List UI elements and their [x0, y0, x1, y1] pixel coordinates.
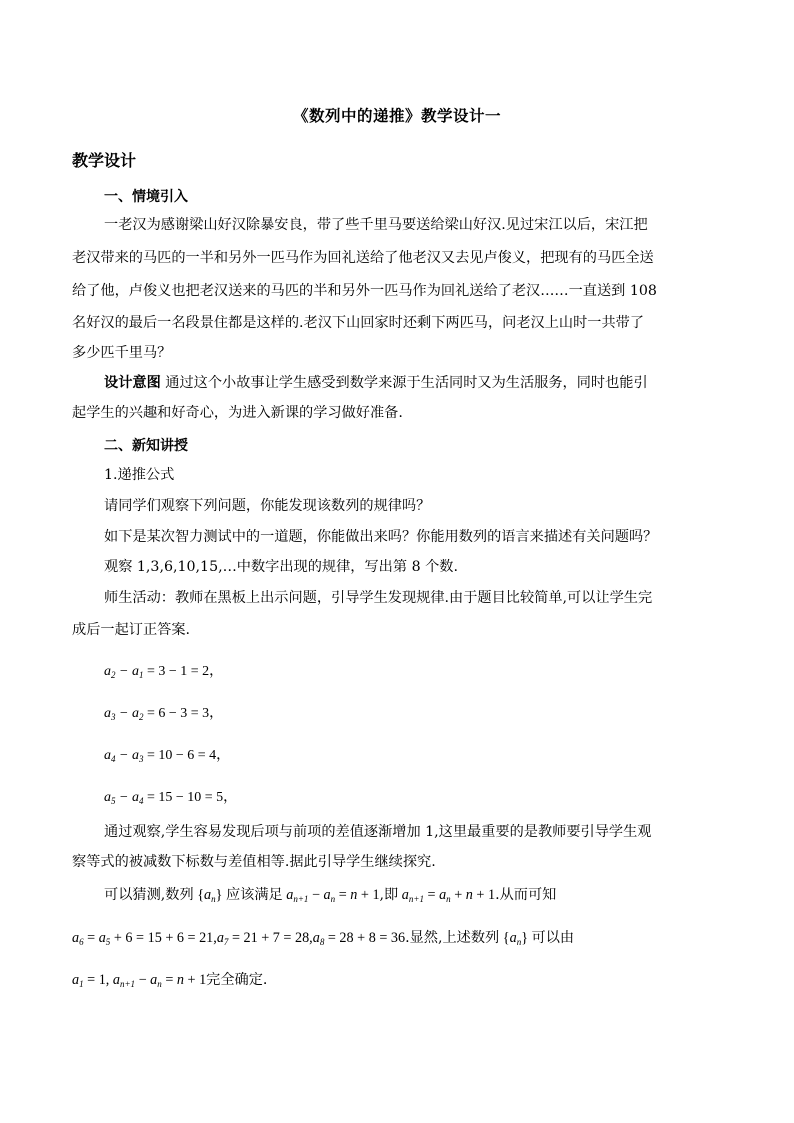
section-heading: 教学设计 [72, 151, 137, 170]
equation-2: $a_3 - a_2 = 6 - 3 = 3$， [104, 706, 224, 722]
question-line: 请同学们观察下列问题，你能发现该数列的规律吗？ [104, 498, 431, 514]
observation-line: 通过观察,学生容易发现后项与前项的差值逐渐增加 1,这里最重要的是教师要引导学生观 [104, 824, 652, 840]
observation-line: 察等式的被减数下标数与差值相等.据此引导学生继续探究. [72, 854, 436, 870]
activity-line: 成后一起订正答案. [72, 622, 191, 638]
paragraph-line: 给了他，卢俊义也把老汉送来的马匹的半和另外一匹马作为回礼送给了老汉……一直送到 108 [72, 283, 657, 299]
design-intent-label: 设计意图 [104, 375, 161, 391]
equation-1: $a_2 - a_1 = 3 - 1 = 2$， [104, 664, 224, 680]
question-line: 如下是某次智力测试中的一道题，你能做出来吗？你能用数列的语言来描述有关问题吗？ [104, 529, 658, 545]
paragraph-line: 起学生的兴趣和好奇心，为进入新课的学习做好准备. [72, 405, 403, 421]
conclusion-line: $a_1 = 1$, $a_{n+1} - a_n = n + 1$完全确定. [72, 972, 268, 989]
paragraph-line: 老汉带来的马匹的一半和另外一匹马作为回礼送给了他老汉又去见卢俊义，把现有的马匹全送 [72, 250, 654, 266]
equation-4: $a_5 - a_4 = 15 - 10 = 5$， [104, 790, 238, 806]
equation-3: $a_4 - a_3 = 10 - 6 = 4$， [104, 748, 231, 764]
guess-line: 可以猜测,数列 $\{a_n\}$ 应该满足 $a_{n+1} - a_n = n + 1$,即 $a_{n+1} = a_n + n + 1$.从而可知 [104, 887, 557, 904]
question-line: 观察 1,3,6,10,15,…中数字出现的规律，写出第 8 个数. [104, 559, 458, 575]
design-intent-text: 通过这个小故事让学生感受到数学来源于生活同时又为生活服务，同时也能引 [160, 375, 648, 391]
activity-line: 师生活动：教师在黑板上出示问题，引导学生发现规律.由于题目比较简单,可以让学生完 [104, 590, 653, 606]
calculation-line: $a_6 = a_5 + 6 = 15 + 6 = 21,a_7 = 21 + 7 = 28,a_8 = 28 + 8 = 36$.显然,上述数列 $\{a_n\}$ 可以由 [72, 930, 575, 947]
paragraph-line: 多少匹千里马？ [72, 345, 172, 361]
section-2-title: 二、新知讲授 [104, 438, 188, 454]
document-title: 《数列中的递推》教学设计一 [292, 107, 501, 125]
subsection-title: 1.递推公式 [104, 467, 175, 483]
section-1-title: 一、情境引入 [104, 189, 188, 205]
paragraph-line: 一老汉为感谢梁山好汉除暴安良，带了些千里马要送给梁山好汉.见过宋江以后，宋江把 [104, 217, 648, 233]
design-intent-line [104, 373, 648, 393]
paragraph-line: 名好汉的最后一名段景住都是这样的.老汉下山回家时还剩下两匹马，问老汉上山时一共带了 [72, 315, 645, 331]
